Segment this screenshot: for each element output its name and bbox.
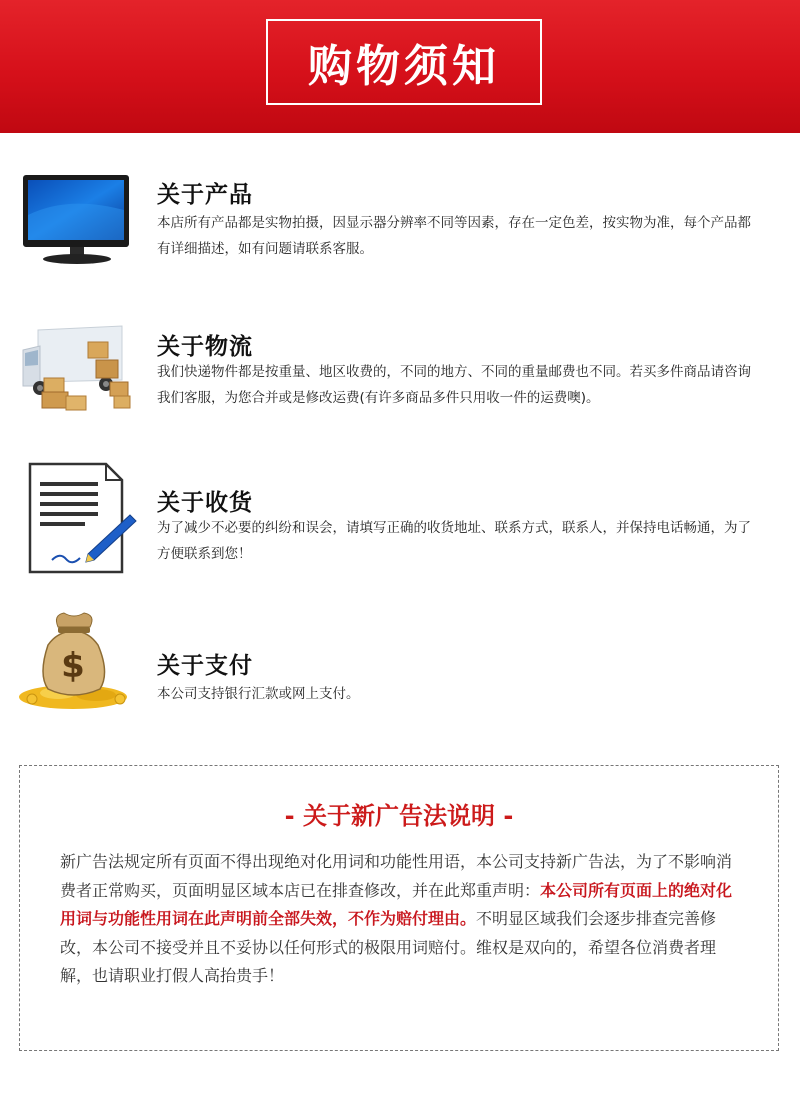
notice-text: 新广告法规定所有页面不得出现绝对化用词和功能性用语，本公司支持新广告法，为了不影响消费者正常购买，页面明显区域本店已在排查修改，并在此郑重声明： <box>60 852 733 900</box>
document-pen-icon <box>18 460 138 580</box>
section-title: 关于产品 <box>157 182 253 208</box>
section-body: 本公司支持银行汇款或网上支付。 <box>157 686 360 702</box>
section-body: 我们快递物件都是按重量、地区收费的，不同的地方、不同的重量邮费也不同。若买多件商品请咨询我们客服，为您合并或是修改运费(有许多商品多件只用收一件的运费噢)。 <box>157 364 751 406</box>
header-banner <box>0 0 800 133</box>
notice-highlight: 本公司所有页面上的绝对化用词与功能性用词在此声明前全部失效，不作为赔付理由。 <box>60 880 733 928</box>
svg-text:$: $ <box>61 646 85 686</box>
notice-title: - 关于新广告法说明 - <box>284 802 514 830</box>
section-title: 关于收货 <box>157 490 253 516</box>
section-title: 关于支付 <box>157 653 253 679</box>
section-title: 关于物流 <box>157 334 253 360</box>
monitor-icon <box>18 170 138 280</box>
money-bag-icon <box>18 605 138 715</box>
delivery-truck-icon <box>18 320 138 430</box>
section-body: 本店所有产品都是实物拍摄，因显示器分辨率不同等因素，存在一定色差，按实物为准，每个产品都有详细描述，如有问题请联系客服。 <box>157 215 751 257</box>
ad-law-notice <box>19 765 779 1051</box>
section-body: 为了减少不必要的纠纷和误会，请填写正确的收货地址、联系方式，联系人，并保持电话畅通，为了方便联系到您！ <box>157 520 751 562</box>
page-title: 购物须知 <box>308 41 500 92</box>
notice-text: 不明显区域我们会逐步排查完善修改，本公司不接受并且不妥协以任何形式的极限用词赔付。维权是双向的，希望各位消费者理解，也请职业打假人高抬贵手！ <box>60 909 717 985</box>
header-title-box <box>266 19 542 105</box>
notice-body <box>60 848 740 991</box>
